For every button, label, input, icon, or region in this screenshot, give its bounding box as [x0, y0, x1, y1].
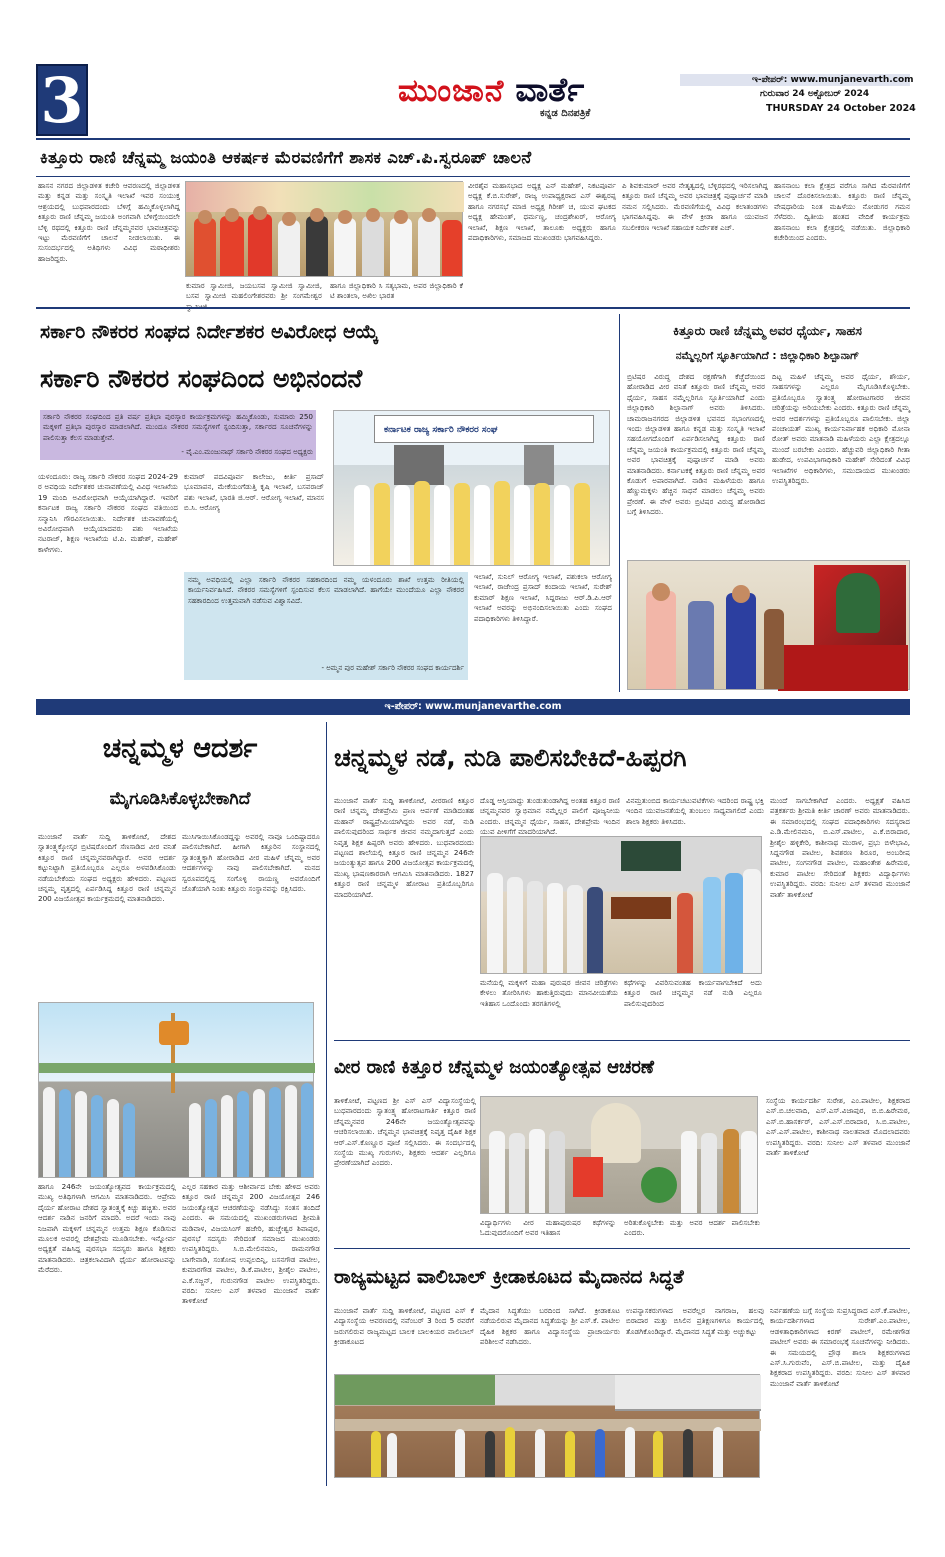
masthead-title-part2: ವಾರ್ತೆ: [515, 70, 585, 109]
story5-col2: ದೊಡ್ಡ ಆಸ್ತಿಯಾದ್ದು ತುಂಡುತುಂಡಾಗಿದ್ದ ಅಂತಹ ಕಿತ್ತೂರ ರಾಣಿ ಚನ್ನಮ್ಮನವರ ಸ್ವಾಭಿಮಾನ ನಮ್ಮೆಲ್ಲರ ಪಾಲಿಗೆ ಪೂಜ್ಯನೀಯ ಎಂದರು. ಚನ್ನಮ್ಮನ ಧೈರ್ಯ, ಸಾಹಸ, ದೇಶಪ್ರೇಮ ಇಂದಿನ ಯುವ ಪೀಳಿಗೆಗೆ ಮಾದರಿಯಾಗಿದೆ.: [480, 796, 620, 837]
story3-headline1: ಕಿತ್ತೂರು ರಾಣಿ ಚೆನ್ನಮ್ಮ ಅವರ ಧೈರ್ಯ, ಸಾಹಸ: [673, 323, 862, 338]
story6-col2: ಸಂಸ್ಥೆಯ ಕಾರ್ಯದರ್ಶಿ ಸುರೇಶ, ಎಂ.ಪಾಟೀಲ, ಶಿಕ್ಷಕರಾದ ಎಸ್.ಬಿ.ಚಲವಾದಿ, ಎಸ್.ಎಸ್.ವಿಜಾಪುರ, ಬಿ.ಬಿ.ಹಿರೇಮಠ, ಎಸ್.ಬಿ.ಹಾಸರ್ಕರ್, ಎಸ್.ಎಸ್.ಬಿರಾದಾರ, ಸಿ.ಬಿ.ಪಾಟೀಲ, ಎಸ್.ಎಸ್.ಪಾಟೀಲ, ಕಾಶೀನಾಥ ನಾಲತವಾಡ ಮೊದಲಾದವರು ಉಪಸ್ಥಿತರಿದ್ದರು. ವರದಿ: ಸುನೀಲ ಎಸ್ ತಳವಾರ ಮುಂಜಾನೆ ವಾರ್ತೆ ತಾಳಿಕೋಟೆ: [766, 1096, 910, 1158]
story2-col3: ಇಲಾಖೆ, ಸುನಿಲ್ ಆರೋಗ್ಯ ಇಲಾಖೆ, ಪಶುಕಲಾ ಆರೋಗ್ಯ ಇಲಾಖೆ, ರಾಜೇಂದ್ರ ಪ್ರಸಾದ್ ಕಂದಾಯ ಇಲಾಖೆ, ಸುರೇಶ್ ಕುಮಾರ್ ಶಿಕ್ಷಣ ಇಲಾಖೆ, ಸಿದ್ದರಾಜು ಆರ್.ಡಿ.ಪಿ.ಆರ್ ಇಲಾಖೆ ಅವರನ್ನು ಅಭಿನಂದಿಸಲಾಯಿತು ಎಂದು ಸಂಘದ ಪದಾಧಿಕಾರಿಗಳು ತಿಳಿಸಿದ್ದಾರೆ.: [474, 572, 612, 623]
story7-photo: [334, 1374, 760, 1478]
story4-col2: ಮುಸಿಗಾಯಿಸಿಕೊಂಡದ್ದನ್ನು ಅವರಲ್ಲಿ ನಾವೂ ಒಂದಿಷ್ಟಾದರೂ ಪಾಲಿಸಬೇಕಾಗಿದೆ. ಹೀಗಾಗಿ ಕಿತ್ತೂರಿನ ಸಂಸ್ಥಾನದಲ್ಲಿ ಸ್ವಾತಂತ್ರ್ಯಕ್ಕಾಗಿ ಹೋರಾಡಿದ ವೀರ ಮಹಿಳೆ ಚೆನ್ನಮ್ಮ ಅವರ ಆದರ್ಶಗಳನ್ನು ನಾವು ಪಾಲಿಸಬೇಕಾಗಿದೆ. ಮನದ ಸ್ವರೂಪದಲ್ಲಿದ್ದ ಸಂಗೊಳ್ಳಿ ರಾಯಣ್ಣ ಅವರೊಂದಿಗೆ ಜೊತೆಯಾಗಿ ನಿಂತು ಕಿತ್ತೂರು ಸಂಸ್ಥಾನವನ್ನು ರಕ್ಷಿಸಿದರು.: [182, 832, 320, 894]
story6-caption-col2: ಅರಿತುಕೊಳ್ಳಬೇಕು ಮತ್ತು ಅವರ ಆದರ್ಶ ಪಾಲಿಸಬೇಕು ಎಂದರು.: [624, 1218, 760, 1238]
story2-photo: ಕರ್ನಾಟಕ ರಾಜ್ಯ ಸರ್ಕಾರಿ ನೌಕರರ ಸಂಘ: [333, 410, 610, 566]
story4-caption-col1: ಹಾಗೂ 246ನೇ ಜಯಂತ್ಯೋತ್ಸವದ ಕಾರ್ಯಕ್ರಮದಲ್ಲಿ ಮುಖ್ಯ ಅತಿಥಿಗಳಾಗಿ ಆಗಮಿಸಿ ಮಾತನಾಡಿದರು. ಆಪ್ರೇಮ ದೈರ್ಯ ಹೋರಾಟ ದೇಶದ ಸ್ವಾತಂತ್ರ್ಯಕ್ಕೆ ಕಿಚ್ಚು ಹಚ್ಚಿತು. ಅವರ ಆದರ್ಶ ನಾಡಿನ ಜನರಿಗೆ ಮಾದರಿ. ಅದರೆ ಇಂದು ನಾವು ನಿಜವಾಗಿ ಮಕ್ಕಳಿಗೆ ಚನ್ನಮ್ಮನ ಉತ್ತಮ ಶಿಕ್ಷಣ ಕೊಡಿಸುವ ಮೂಲಕ ಅವರಲ್ಲಿ ದೇಶಪ್ರೇಮ ಮೂಡಿಸಬೇಕು. ಇನ್ನೋರ್ವ ಅಧ್ಯಕ್ಷತೆ ವಹಿಸಿದ್ದ ಪುರಸಭಾ ಸದಸ್ಯರು ಹಾಗೂ ಶಿಕ್ಷಕರು ಮಾತನಾಡಿದರು. ಚಿತ್ರಕಲಾವಿದಾಗಿ ಧೈರ್ಯ ಹೋರಾಟವನ್ನು ಮೆರೆದರು.: [38, 1182, 176, 1275]
story4-caption-col2: ಎಲ್ಲರ ಸಹಕಾರ ಮತ್ತು ಆಶೀರ್ವಾದ ಬೇಕು ಹೇಳಿದ ಅವರು ಕಿತ್ತೂರ ರಾಣಿ ಚನ್ನಮ್ಮನ 200 ವಿಜಯೋತ್ಸವ 246 ಜಯಂತ್ಯೋತ್ಸವ ಆಚರಣೆಯನ್ನು ನಡೆಸಿದ್ದು ಸಂತಸ ತಂದಿದೆ ಎಂದರು. ಈ ಸಮಯದಲ್ಲಿ ಮುಖಂಡರುಗಳಾದ ಶ್ರೀಮತಿ ಮಡಿವಾಳ, ವಿಜಯಸಿಂಗ್ ಹಜೇರಿ, ಹುಚ್ಚೇಶ್ವರ ಶಿವಾಪುರ, ಪುರಸಭೆ ಸದಸ್ಯರು ಸೇರಿದಂತೆ ಸಮಾಜದ ಮುಖಂಡರು ಉಪಸ್ಥಿತರಿದ್ದರು. ಸಿ.ಬಿ.ಮೇಲಿನಮನಿ, ರಾಮನಗೌಡ ಬಾಗೇವಾಡಿ, ಸಂತೋಷ ಉಪ್ಪಲದಿನ್ನಿ, ಬಸನಗೌಡ ಪಾಟೀಲ, ಕುಮಾರಗೌಡ ಪಾಟೀಲ, ಡಿ.ಕೆ.ಪಾಟೀಲ, ಶ್ರೀಶೈಲ ಪಾಟೀಲ, ಎ.ಕೆ.ಸಜ್ಜನ್, ಗುರುನಗೌಡ ಪಾಟೀಲ ಉಪಸ್ಥಿತರಿದ್ದರು. ವರದಿ: ಸುನೀಲ ಎಸ್ ತಳವಾರ ಮುಂಜಾನೆ ವಾರ್ತೆ ತಾಳಿಕೋಟೆ: [182, 1182, 320, 1306]
story6-headline: ವೀರ ರಾಣಿ ಕಿತ್ತೂರ ಚೆನ್ನಮ್ಮಳ ಜಯಂತ್ಯೋತ್ಸವ ಆಚರಣೆ: [334, 1057, 654, 1078]
story4-headline2: ಮೈಗೂಡಿಸಿಕೊಳ್ಳಬೇಕಾಗಿದೆ: [109, 789, 251, 809]
story6-caption-col1: ವಿದ್ಯಾರ್ಥಿಗಳು ವೀರ ಮಹಾಪುರುಷರ ಕಥೆಗಳನ್ನು ಓದುವುದರೊಂದಿಗೆ ಅವರ ಇತಿಹಾಸ: [480, 1218, 616, 1238]
story7-col4: ನಿರ್ವಹಣೆಯ ಬಗ್ಗೆ ಸಂಸ್ಥೆಯ ಸುಪ್ರಸಿದ್ಧರಾದ ಎಸ್.ಕೆ.ಪಾಟೀಲ, ಕಾರ್ಯದರ್ಶಿಗಳಾದ ಸುರೇಶ್.ಎಂ.ಪಾಟೀಲ, ಆಡಳಿತಾಧಿಕಾರಿಗಳಾದ ಕಿರಣ್ ಪಾಟೀಲ್, ರಮೇಶಗೌಡ ಪಾಟೀಲ್ ಅವರು ಈ ಸಮಾರಂಭಕ್ಕೆ ಸೂಚನೆಗಳನ್ನು ನೀಡಿದರು. ಈ ಸಮಯದಲ್ಲಿ ಪ್ರೌಢ ಶಾಲಾ ಶಿಕ್ಷಕರುಗಳಾದ ಎಸ್.ಸಿ.ಗುರುವೆಂ, ಎಸ್.ಬಿ.ಪಾಟೀಲ, ಮತ್ತು ದೈಹಿಕ ಶಿಕ್ಷಕರಾದ ಉಪಸ್ಥಿತರಿದ್ದರು. ವರದಿ: ಸುನೀಲ ಎಸ್ ತಳವಾರ ಮುಂಜಾನೆ ವಾರ್ತೆ ತಾಳಿಕೋಟೆ: [770, 1306, 910, 1388]
masthead-rule: [36, 138, 910, 140]
story2-headline1: ಸರ್ಕಾರಿ ನೌಕರರ ಸಂಘದ ನಿರ್ದೇಶಕರ ಅವಿರೋಧ ಆಯ್ಕೆ: [40, 321, 379, 343]
story5-caption-col2: ಕಥೆಗಳನ್ನು ವಿವರಿಸುವಂತಹ ಕಾರ್ಯವಾಗಬೇಕಿದೆ ಅದು ಕಿತ್ತೂರ ರಾಣಿ ಚನ್ನಮ್ಮನ ನಡೆ ನುಡಿ ಎಲ್ಲರೂ ಪಾಲಿಸುವುದರಿಂದ: [624, 978, 762, 1008]
story5-caption-col1: ಮನೆಯಲ್ಲಿ ಮಕ್ಕಳಿಗೆ ಮಹಾ ಪುರುಷರ ಜೀವನ ಚರಿತ್ರೆಗಳು ಕೇಳಲು ತೋರಿಸಿಗಳು ಹಾಕುತ್ತಿರುವುದು ಮಾನವೀಯತೆಯ ಇತಿಹಾಸ ಒಂದೊಂದು ತರಗತಿಗಳಲ್ಲಿ: [480, 978, 618, 1008]
story5-col1: ಮುಂಜಾನೆ ವಾರ್ತೆ ಸುದ್ದಿ ತಾಳಿಕೋಟೆ, ವೀರರಾಣಿ ಕಿತ್ತೂರ ರಾಣಿ ಚನ್ನಮ್ಮ ದೇಶಪ್ರೇಮಿ ಪ್ರಾಣ ಆರ್ಪಣೆ ಮಾಡಿದಂತಹ ಮಹಾನ್ ರಾಷ್ಟ್ರಪ್ರೇಮಿಯಾಗಿದ್ದರು ಅವರ ನಡೆ, ನುಡಿ ಪಾಲಿಸುವುದರಿಂದ ಸಾರ್ಥಕ ಜೀವನ ನಮ್ಮದಾಗುತ್ತದೆ ಎಂದು ನಿವೃತ್ತ ಶಿಕ್ಷಕ ಹಿಪ್ಪರಗಿ ಅವರು ಹೇಳಿದರು. ಬುಧವಾರದಂದು ಪಟ್ಟಣದ ಶಾಲೆಯಲ್ಲಿ ಕಿತ್ತೂರ ರಾಣಿ ಚನ್ನಮ್ಮನ 246ನೇ ಜಯಂತ್ಯುತ್ಸವ ಹಾಗೂ 200 ವಿಜಯೋತ್ಸವ ಕಾರ್ಯಕ್ರಮದಲ್ಲಿ ಮುಖ್ಯ ಭಾಷಣಕಾರರಾಗಿ ಆಗಮಿಸಿ ಮಾತನಾಡಿದರು. 1827 ಕಿತ್ತೂರ ರಾಣಿ ಚನ್ನಮ್ಮಳ ಹೋರಾಟ ಪ್ರತಿಯೊಬ್ಬರಿಗೂ ಮಾದರಿಯಾಗಿದೆ.: [334, 796, 474, 899]
story7-col1: ಮುಂಜಾನೆ ವಾರ್ತೆ ಸುದ್ದಿ ತಾಳಿಕೋಟೆ, ಪಟ್ಟಣದ ಎಸ್ ಕೆ ವಿದ್ಯಾಸಂಸ್ಥೆಯ ಆವರಣದಲ್ಲಿ ನವೆಂಬರ್ 3 ರಿಂದ 5 ರವರೆಗೆ ಜರುಗಲಿರುವ ರಾಜ್ಯಮಟ್ಟದ ಬಾಲಕ ಬಾಲಕಿಯರ ವಾಲಿಬಾಲ್ ಕ್ರೀಡಾಕೂಟದ: [334, 1306, 474, 1347]
story2-box-author: - ಅಮ್ಮನ ಪುರ ಮಹೇಶ್ ಸರ್ಕಾರಿ ನೌಕರರ ಸಂಘದ ಕಾರ್ಯದರ್ಶಿ: [321, 664, 464, 672]
story7-col3: ಉಪನ್ಯಾಸಕರುಗಳಾದ ಅವರೆಲ್ಲರ ನಾಗರಾಜ, ಹಲವು ಬಿರಾದಾರ ಮತ್ತು ಬಿಸಿಲಿನ ಪ್ರತಿಕ್ಷಣಗಳಿಗೂ ಕಾರ್ಯದಲ್ಲಿ ತೊಡಗಿಕೊಂಡಿದ್ದಾರೆ. ಮೈದಾನದ ಸಿದ್ಧತೆ ಮತ್ತು ಅಚ್ಚುಕಟ್ಟು: [626, 1306, 764, 1336]
masthead-subtitle: ಕನ್ನಡ ದಿನಪತ್ರಿಕೆ: [540, 108, 591, 119]
story6-col1: ತಾಳಿಕೋಟೆ, ಪಟ್ಟಣದ ಶ್ರೀ ಎಸ್ ಎಸ್ ವಿದ್ಯಾಸಂಸ್ಥೆಯಲ್ಲಿ ಬುಧವಾರದಂದು ಸ್ವಾತಂತ್ರ್ಯ ಹೋರಾಟಗಾರ್ತಿ ಕಿತ್ತೂರ ರಾಣಿ ಚೆನ್ನಮ್ಮನವರ 246ನೇ ಜಯಂತ್ಯೋತ್ಸವವನ್ನು ಆಚರಿಸಲಾಯಿತು. ಚೆನ್ನಮ್ಮನ ಭಾವಚಿತ್ರಕ್ಕೆ ನಿವೃತ್ತ ದೈಹಿಕ ಶಿಕ್ಷಕ ಆರ್.ಎಸ್.ಕೊಣ್ಣೂರ ಪೂಜೆ ಸಲ್ಲಿಸಿದರು. ಈ ಸಂದರ್ಭದಲ್ಲಿ ಸಂಸ್ಥೆಯ ಮುಖ್ಯ ಗುರುಗಳು, ಶಿಕ್ಷಕರು ಆದರ್ಶ ಎಲ್ಲರಿಗೂ ಪ್ರೇರಣೆಯಾಗಿದೆ ಎಂದರು.: [334, 1096, 476, 1168]
epaper-link-top[interactable]: ಇ-ಪೇಪರ್: www.munjanevarth.com: [752, 75, 914, 85]
story4-col1: ಮುಂಜಾನೆ ವಾರ್ತೆ ಸುದ್ದಿ ತಾಳಿಕೋಟೆ, ದೇಶದ ಸ್ವಾತಂತ್ರ್ಯಕ್ಕೋಸ್ಕರ ಬ್ರಿಟಿಷರೊಂದಿಗೆ ಸೆಣಸಾಡಿದ ವೀರ ವನಿತೆ ಕಿತ್ತೂರ ರಾಣಿ ಚನ್ನಮ್ಮನವರಾಗಿದ್ದಾರೆ. ಅವರ ಆದರ್ಶ ಕಟ್ಟುನಿಟ್ಟಾಗಿ ಪ್ರತಿಯೊಬ್ಬರೂ ಎಲ್ಲರೂ ಅಳವಡಿಸಿಕೊಂಡು ನಡೆಯಬೇಕೆಂದು ಸಂಘದ ಅಧ್ಯಕ್ಷರು ಹೇಳಿದರು. ಪಟ್ಟಣದ ಚನ್ನಮ್ಮ ವೃತ್ತದಲ್ಲಿ ಏರ್ಪಡಿಸಿದ್ದ ಕಿತ್ತೂರ ರಾಣಿ ಚನ್ನಮ್ಮನ 200 ವಿಜಯೋತ್ಸವ ಕಾರ್ಯಕ್ರಮದಲ್ಲಿ ಮಾತನಾಡಿದರು.: [38, 832, 176, 904]
story7-col2: ಮೈದಾನ ಸಿದ್ಧತೆಯು ಬರದಿಂದ ಸಾಗಿದೆ. ಕ್ರೀಡಾಕೂಟ ನಡೆಯಲಿರುವ ಮೈದಾನದ ಸಿದ್ಧತೆಯನ್ನು ಶ್ರೀ ಎಸ್.ಕೆ. ಪಾಟೀಲ ದೈಹಿಕ ಶಿಕ್ಷಕರ ಹಾಗೂ ವಿದ್ಯಾಸಂಸ್ಥೆಯ ಪ್ರಾಚಾರ್ಯರು ಪರಿಶೀಲನೆ ನಡೆಸಿದರು.: [480, 1306, 620, 1347]
story2-headline2: ಸರ್ಕಾರಿ ನೌಕರರ ಸಂಘದಿಂದ ಅಭಿನಂದನೆ: [40, 364, 363, 393]
story2-vertical-rule: [619, 314, 620, 692]
masthead-title: [398, 70, 668, 110]
story2-box-text: ನಮ್ಮ ಅವಧಿಯಲ್ಲಿ ಎಲ್ಲಾ ಸರ್ಕಾರಿ ನೌಕರರ ಸಹಕಾರದಿಂದ ನಮ್ಮ ಯಳಂದೂರು ಶಾಖೆ ಉತ್ತಮ ರೀತಿಯಲ್ಲಿ ಕಾರ್ಯನಿರ್ವಹಿಸಿದೆ. ನೌಕರರ ಸಮಸ್ಯೆಗಳಿಗೆ ಸ್ಪಂದಿಸುವ ಕೆಲಸ ಮಾಡಲಾಗಿದೆ. ಹಾಗೆಯೇ ಮುಂದೆಯೂ ಎಲ್ಲಾ ನೌಕರರ ಸಹಕಾರದಿಂದ ಉತ್ತಮವಾಗಿ ನಡೆಸುವ ವಿಶ್ವಾಸವಿದೆ.: [188, 575, 464, 605]
page-number: 3: [40, 64, 84, 137]
story4-photo: [38, 1002, 314, 1178]
story2-col2: ಕುಮಾರ್ ಪದವಿಪೂರ್ವ ಕಾಲೇಜು, ಕೀರ್ತಿ ಪ್ರಸಾದ್ ಭೂಮಾಪನ, ಮೇಕೆಯಂಗೆಡುತ್ತಿ ಕೃಷಿ ಇಲಾಖೆ, ಬಸವರಾಜ್ ಪಶು ಇಲಾಖೆ, ಭಾರತಿ ಜಿ.ಆರ್. ಆರೋಗ್ಯ ಇಲಾಖೆ, ಮಾನಸ ಬಿ.ಸಿ. ಆರೋಗ್ಯ: [184, 472, 324, 513]
masthead-title-part1: ಮುಂಜಾನೆ: [398, 73, 505, 109]
left-column-rule: [326, 722, 327, 1486]
story3-col2: ದಿಟ್ಟ ಮಹಿಳೆ ಚೆನ್ನಮ್ಮ ಅವರ ಧೈರ್ಯ, ಶೌರ್ಯ, ಸಾಹಸಗಳನ್ನು ಎಲ್ಲರೂ ಮೈಗೂಡಿಸಿಕೊಳ್ಳಬೇಕು. ಪ್ರತಿಯೊಬ್ಬರೂ ಸ್ವಾತಂತ್ರ್ಯ ಹೋರಾಟಗಾರರ ಜೀವನ ಚರಿತ್ರೆಯನ್ನು ಅರಿಯಬೇಕು ಎಂದರು. ಕಿತ್ತೂರು ರಾಣಿ ಚೆನ್ನಮ್ಮ ಅವರ ಆದರ್ಶಗಳನ್ನು ಪ್ರತಿಯೊಬ್ಬರೂ ಪಾಲಿಸಬೇಕು. ಜಿಲ್ಲಾ ಪಂಚಾಯತ್ ಮುಖ್ಯ ಕಾರ್ಯನಿರ್ವಾಹಕ ಅಧಿಕಾರಿ ಮೋನಾ ರೋತ್ ಅವರು ಮಾತನಾಡಿ ಮಹಿಳೆಯರು ಎಲ್ಲಾ ಕ್ಷೇತ್ರದಲ್ಲೂ ಮುಂದೆ ಬರಬೇಕು ಎಂದರು. ಹೆಚ್ಚುವರಿ ಜಿಲ್ಲಾಧಿಕಾರಿ ಗೀತಾ ಹುಡೇದ, ಉಪವಿಭಾಗಾಧಿಕಾರಿ ಮಹೇಶ್ ಸೇರಿದಂತೆ ವಿವಿಧ ಇಲಾಖೆಗಳ ಅಧಿಕಾರಿಗಳು, ಸಮುದಾಯದ ಮುಖಂಡರು ಉಪಸ್ಥಿತರಿದ್ದರು.: [772, 372, 910, 486]
story5-bottom-rule: [334, 1040, 910, 1041]
masthead-date-kannada: ಗುರುವಾರ 24 ಅಕ್ಟೋಬರ್ 2024: [760, 89, 870, 99]
story5-headline: ಚನ್ನಮ್ಮಳ ನಡೆ, ನುಡಿ ಪಾಲಿಸಬೇಕಿದೆ-ಹಿಪ್ಪರಗಿ: [334, 743, 687, 772]
story6-photo: [480, 1096, 758, 1214]
story5-col4: ಮುಂದೆ ಸಾಗಬೇಕಾಗಿದೆ ಎಂದರು. ಅಧ್ಯಕ್ಷತೆ ವಹಿಸಿದ ಪತ್ರಕರ್ತರು ಶ್ರೀಮತಿ ಕೀರ್ತಿ ಚಾರಣ್ ಅವರು ಮಾತನಾಡಿದರು. ಈ ಸಮಾರಂಭದಲ್ಲಿ ಸಂಘದ ಪದಾಧಿಕಾರಿಗಳು ಸದಸ್ಯರಾದ ಎ.ಡಿ.ಮೇಲಿನಮನಿ, ಬಿ.ಎಸ್.ಪಾಟೀಲ, ಎ.ಕೆ.ಬಿರಾದಾರ, ಶ್ರೀಶೈಲ ಹಳ್ಳಿಕೇರಿ, ಕಾಶೀನಾಥ ಮುರಾಳ, ಪ್ರಭು ಬಿಳೇಭಾವಿ, ಸಿದ್ದನಗೌಡ ಪಾಟೀಲ, ಶಿವಶರಣ ಶಿರೂರ, ಅಂಬರೀಷ ಪಾಟೀಲ, ಸಂಗನಗೌಡ ಪಾಟೀಲ, ಮಹಾಂತೇಶ ಹಿರೇಮಠ, ಕುಮಾರ ಪಾಟೀಲ ಸೇರಿದಂತೆ ಶಿಕ್ಷಕರು ವಿದ್ಯಾರ್ಥಿಗಳು ಉಪಸ್ಥಿತರಿದ್ದರು. ವರದಿ: ಸುನೀಲ ಎಸ್ ತಳವಾರ ಮುಂಜಾನೆ ವಾರ್ತೆ ತಾಳಿಕೋಟೆ: [770, 796, 910, 899]
story4-headline1: ಚನ್ನಮ್ಮಳ ಆದರ್ಶ: [102, 733, 258, 764]
story1-rule: [36, 176, 910, 177]
story2-quote-text: ಸರ್ಕಾರಿ ನೌಕರರ ಸಂಘದಿಂದ ಪ್ರತಿ ವರ್ಷ ಪ್ರತಿಭಾ ಪುರಸ್ಕಾರ ಕಾರ್ಯಕ್ರಮಗಳನ್ನು ಹಮ್ಮಿಕೊಂಡು, ಸುಮಾರು 250 ಮಕ್ಕಳಿಗೆ ಪ್ರತಿಭಾ ಪುರಸ್ಕಾರ ಮಾಡಲಾಗಿದೆ. ಮುಂದೂ ನೌಕರರ ಸಮಸ್ಯೆಗಳಿಗೆ ಸ್ಪಂದಿಸುತ್ತಾ, ಸರ್ಕಾರದ ಸೂಚನೆಗಳನ್ನು ಪಾಲಿಸುತ್ತಾ ಕೆಲಸ ಮಾಡುತ್ತೇವೆ.: [43, 412, 313, 442]
masthead-date-english: THURSDAY 24 October 2024: [766, 103, 916, 114]
story1-bottom-rule: [36, 307, 910, 309]
story2-note-box: [184, 572, 468, 680]
story1-col3: ಹಾಗೂ ಜಿಲ್ಲಾಧಿಕಾರಿ ಸಿ ಸತ್ಯಭಾಮ, ಅಪರ ಜಿಲ್ಲಾಧಿಕಾರಿ ಕೆ ಟಿ ಶಾಂತಲಾ, ಅಖಿಲ ಭಾರತ: [330, 281, 463, 301]
story3-col1: ಬ್ರಿಟಿಷರ ವಿರುದ್ಧ ದೇಶದ ರಕ್ಷಣೆಗಾಗಿ ಕೆಚ್ಚೆದೆಯಿಂದ ಹೋರಾಡಿದ ವೀರ ವನಿತೆ ಕಿತ್ತೂರು ರಾಣಿ ಚೆನ್ನಮ್ಮ ಅವರ ಧೈರ್ಯ, ಸಾಹಸ ನಮ್ಮೆಲ್ಲರಿಗೂ ಸ್ಫೂರ್ತಿಯಾಗಿದೆ ಎಂದು ಜಿಲ್ಲಾಧಿಕಾರಿ ಶಿಲ್ಪಾನಾಗ್ ಅವರು ತಿಳಿಸಿದರು. ಚಾಮರಾಜನಗರದ ಜಿಲ್ಲಾಡಳಿತ ಭವನದ ಸಭಾಂಗಣದಲ್ಲಿ ಇಂದು ಜಿಲ್ಲಾಡಳಿತ ಹಾಗೂ ಕನ್ನಡ ಮತ್ತು ಸಂಸ್ಕೃತಿ ಇಲಾಖೆ ಸಹಯೋಗದೊಂದಿಗೆ ಏರ್ಪಡಿಸಲಾಗಿದ್ದ ಕಿತ್ತೂರು ರಾಣಿ ಚೆನ್ನಮ್ಮ ಜಯಂತಿ ಕಾರ್ಯಕ್ರಮದಲ್ಲಿ ಕಿತ್ತೂರು ರಾಣಿ ಚೆನ್ನಮ್ಮ ಅವರ ಭಾವಚಿತ್ರಕ್ಕೆ ಪುಷ್ಪಾರ್ಚನೆ ಮಾಡಿ ಅವರು ಮಾತನಾಡಿದರು. ಕರ್ನಾಟಕಕ್ಕೆ ಕಿತ್ತೂರು ರಾಣಿ ಚೆನ್ನಮ್ಮ ಅವರ ಕೊಡುಗೆ ಅಪಾರವಾಗಿದೆ. ನಾಡಿನ ಮಹಿಳೆಯರು ಹಾಗೂ ಹೆಣ್ಣುಮಕ್ಕಳು ಹೆಚ್ಚಿನ ಸಾಧನೆ ಮಾಡಲು ಚೆನ್ನಮ್ಮ ಅವರು ಪ್ರೇರಣೆ. ಈ ವೇಳೆ ಅವರು ಬ್ರಿಟಿಷರ ವಿರುದ್ಧ ಹೋರಾಡಿದ ಬಗ್ಗೆ ತಿಳಿಸಿದರು.: [627, 372, 765, 517]
story2-quote-box: [40, 410, 316, 460]
story1-col1: ಹಾಸನ ನಗರದ ಜಿಲ್ಲಾಡಳಿತ ಕಚೇರಿ ಆವರಣದಲ್ಲಿ ಜಿಲ್ಲಾಡಳಿತ ಮತ್ತು ಕನ್ನಡ ಮತ್ತು ಸಂಸ್ಕೃತಿ ಇಲಾಖೆ ಇವರ ಸಂಯುಕ್ತ ಆಶ್ರಯದಲ್ಲಿ ಬುಧವಾರದಂದು ಬೆಳಿಗ್ಗೆ ಹಮ್ಮಿಕೊಳ್ಳಲಾಗಿದ್ದ ಕಿತ್ತೂರು ರಾಣಿ ಚೆನ್ನಮ್ಮ ಜಯಂತಿ ಅಂಗವಾಗಿ ಬೆಳಿಗ್ಗೆಯಿಂದಲೇ ಬೆಳ್ಳಿ ರಥದಲ್ಲಿ ಕಿತ್ತೂರು ರಾಣಿ ಚೆನ್ನಮ್ಮನವರ ಭಾವಚಿತ್ರವನ್ನು ಇಟ್ಟು ಮೆರವಣಿಗೆಗೆ ಚಾಲನೆ ನೀಡಲಾಯಿತು. ಈ ಸುಸಂದರ್ಭದಲ್ಲಿ ಅತಿಥಿಗಳು ವಿವಿಧ ಮಠಾಧೀಶರು ಹಾಜರಿದ್ದರು.: [38, 181, 180, 263]
story7-headline: ರಾಜ್ಯಮಟ್ಟದ ವಾಲಿಬಾಲ್ ಕ್ರೀಡಾಕೂಟದ ಮೈದಾನದ ಸಿದ್ಧತೆ: [334, 1266, 684, 1288]
epaper-divider-link[interactable]: ಇ-ಪೇಪರ್: www.munjanevarthe.com: [384, 701, 562, 712]
story5-col3: ವಿನಮ್ರತುಂಬಿದ ಕಾರ್ಯಚಟುವಟಿಕೆಗಳು ಇದರಿಂದ ರಾಷ್ಟ್ರ ಭಕ್ತಿ ಇಂದಿನ ಯುವಜನತೆಯಲ್ಲಿ ತುಂಬಲು ಸಾಧ್ಯವಾಗಲಿದೆ ಎಂದು ಶಾಲಾ ಶಿಕ್ಷಕರು ತಿಳಿಸಿದರು.: [626, 796, 764, 826]
story5-photo: [480, 836, 762, 974]
story1-col6: ಹಾಸನಾಂಬ ಕಲಾ ಕ್ಷೇತ್ರದ ವರೆಗೂ ಸಾಗಿದ ಮೆರವಣಿಗೆಗೆ ಚಾಲನೆ ದೊರಕಿಸಲಾಯಿತು. ಕಿತ್ತೂರು ರಾಣಿ ಚೆನ್ನಮ್ಮ ವೇಷಧಾರಿಯ ನಿಂತ ಮಹಿಳೆಯು ನೋಡುಗರ ಗಮನ ಸೆಳೆದರು. ದ್ವಿತೀಯ ಹಂತದ ವೇದಿಕೆ ಕಾರ್ಯಕ್ರಮ ಹಾಸನಾಂಬ ಕಲಾ ಕ್ಷೇತ್ರದಲ್ಲಿ ನಡೆಯಿತು. ಜಿಲ್ಲಾಧಿಕಾರಿ ಕಚೇರಿಯಿಂದ ಎಂದರು.: [774, 181, 910, 243]
story3-headline2: ನಮ್ಮೆಲ್ಲರಿಗೆ ಸ್ಫೂರ್ತಿಯಾಗಿದೆ : ಜಿಲ್ಲಾಧಿಕಾರಿ ಶಿಲ್ಪಾನಾಗ್: [675, 350, 860, 362]
story1-headline: ಕಿತ್ತೂರು ರಾಣಿ ಚೆನ್ನಮ್ಮ ಜಯಂತಿ ಆಕರ್ಷಕ ಮೆರವಣಿಗೆಗೆ ಶಾಸಕ ಎಚ್.ಪಿ.ಸ್ವರೂಪ್ ಚಾಲನೆ: [40, 148, 532, 167]
story1-col5: ಪಿ ಶಿವಕುಮಾರ್ ಅವರ ನೇತೃತ್ವದಲ್ಲಿ ಬೆಳ್ಳಿರಥದಲ್ಲಿ ಇರಿಸಲಾಗಿದ್ದ ಕಿತ್ತೂರು ರಾಣಿ ಚೆನ್ನಮ್ಮ ಅವರ ಭಾವಚಿತ್ರಕ್ಕೆ ಪುಷ್ಪಾರ್ಚನೆ ಮಾಡಿ ನಮನ ಸಲ್ಲಿಸಿದರು. ಮೆರವಣಿಗೆಯಲ್ಲಿ ವಿವಿಧ ಕಲಾತಂಡಗಳು ಭಾಗವಹಿಸಿದ್ದವು. ಈ ವೇಳೆ ಕ್ರೀಡಾ ಹಾಗೂ ಯುವಜನ ಸಬಲೀಕರಣ ಇಲಾಖೆ ಸಹಾಯಕ ನಿರ್ದೇಶಕ ಎಚ್.: [622, 181, 768, 232]
story1-photo: [185, 181, 463, 277]
story3-photo: [627, 560, 910, 690]
story1-col2: ಕುಮಾರ ಸ್ವಾಮೀಜಿ, ಜಯಬಸವ ಸ್ವಾಮೀಜಿ ಸ್ವಾಮೀಜಿ, ಬಸವ ಸ್ವಾಮೀಜಿ ಮಹಲಿಂಗೇಶರವರು ಶ್ರೀ ಸಂಗಮೇಶ್ವರ: [186, 281, 322, 301]
story6-bottom-rule: [334, 1248, 910, 1249]
story2-quote-author: - ವೈ.ಎಂ.ಮಂಜುನಾಥ್ ಸರ್ಕಾರಿ ನೌಕರರ ಸಂಘದ ಅಧ್ಯಕ್ಷರು: [181, 448, 313, 456]
page-number-badge: [36, 64, 88, 136]
story2-col1: ಯಳಂದೂರು: ರಾಜ್ಯ ಸರ್ಕಾರಿ ನೌಕರರ ಸಂಘದ 2024-29 ರ ಅವಧಿಯ ನಿರ್ದೇಶಕರ ಚುನಾವಣೆಯಲ್ಲಿ ವಿವಿಧ ಇಲಾಖೆಯ 19 ಮಂದಿ ಅವಿರೋಧವಾಗಿ ಆಯ್ಕೆಯಾಗಿದ್ದಾರೆ. ಇವರಿಗೆ ಕರ್ನಾಟಕ ರಾಜ್ಯ ಸರ್ಕಾರಿ ನೌಕರರ ಸಂಘದ ವತಿಯಿಂದ ಸನ್ಮಾನಿಸಿ ಗೌರವಿಸಲಾಯಿತು. ನಿರ್ದೇಶಕ ಚುನಾವಣೆಯಲ್ಲಿ ಅವಿರೋಧವಾಗಿ ಆಯ್ಕೆಯಾದವರು ಪಶು ಇಲಾಖೆಯ ನಟರಾಜ್, ಶಿಕ್ಷಣ ಇಲಾಖೆಯ ಟಿ.ಪಿ. ಮಹೇಶ್, ಮಹೇಶ್ ಕಾಳೇಗಳು.: [38, 472, 178, 554]
story1-col4: ವೀರಶೈವ ಮಹಾಸಭಾದ ಅಧ್ಯಕ್ಷ ಎನ್ ಮಹೇಶ್, ನಿಕಟಪೂರ್ವ ಅಧ್ಯಕ್ಷ ಕೆ.ಬಿ.ಸುರೇಶ್, ರಾಜ್ಯ ಉಪಾಧ್ಯಕ್ಷರಾದ ಎಸ್ ಈಶ್ವರಪ್ಪ ಹಾಗೂ ನಗರಸಭೆ ಮಾಜಿ ಅಧ್ಯಕ್ಷ ಗಿರೀಶ್ ಚ, ಯುವ ಘಟಕದ ಅಧ್ಯಕ್ಷ ಹೇಮಂತ್, ಧರ್ಮಣ್ಣ, ಚಂದ್ರಶೇಖರ್, ಆರೋಗ್ಯ ಇಲಾಖೆ, ಶಿಕ್ಷಣ ಇಲಾಖೆ, ತಾಲೂಕು ಅಧ್ಯಕ್ಷರು ಹಾಗೂ ಪದಾಧಿಕಾರಿಗಳು, ಸಮಾಜದ ಮುಖಂಡರು ಭಾಗವಹಿಸಿದ್ದರು.: [468, 181, 616, 243]
